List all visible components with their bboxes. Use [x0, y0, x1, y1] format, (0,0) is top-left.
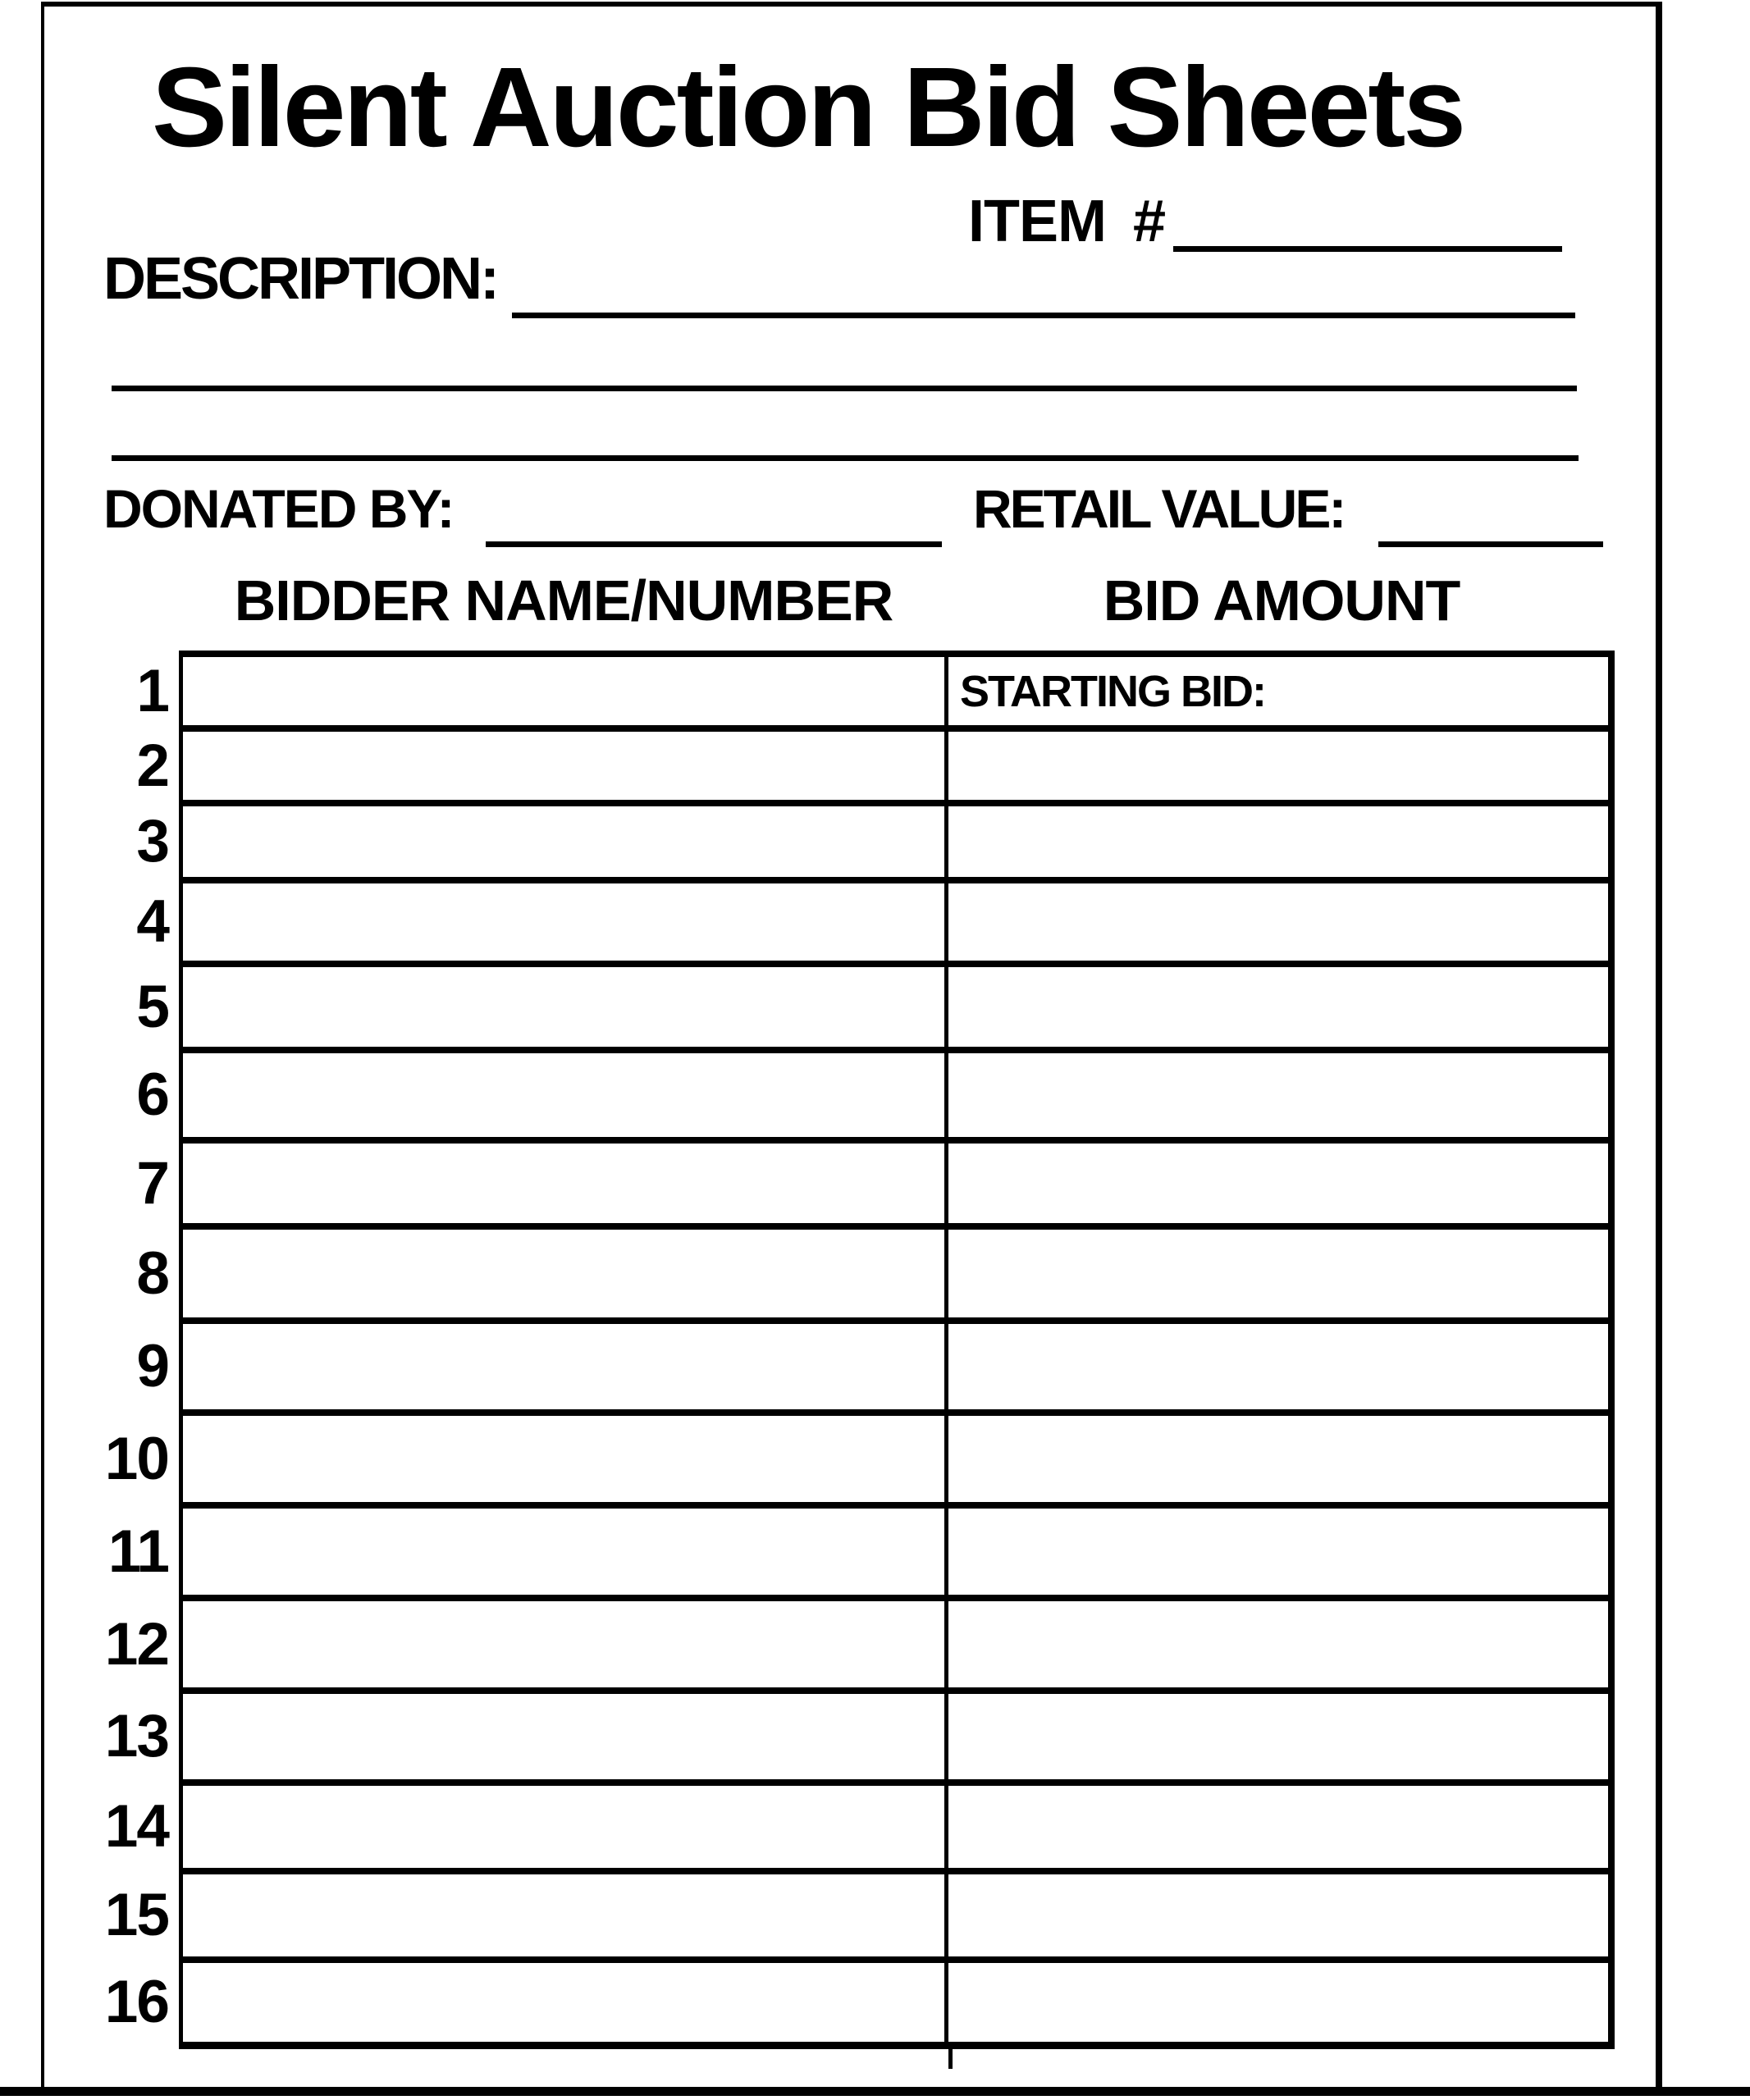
bidder-name-cell [183, 1786, 948, 1868]
bid-amount-cell [948, 657, 1608, 725]
table-row [183, 1053, 1608, 1144]
row-number: 8 [136, 1239, 168, 1307]
table-row [183, 806, 1608, 883]
bidder-name-cell [183, 1230, 948, 1317]
bid-amount-cell [948, 1786, 1608, 1868]
row-number: 3 [136, 808, 168, 874]
table-row [183, 1786, 1608, 1874]
bid-amount-cell [948, 1509, 1608, 1595]
bid-amount-cell [948, 1601, 1608, 1687]
row-number: 1 [136, 657, 168, 724]
table-row [183, 1416, 1608, 1509]
bid-table [179, 651, 1615, 2049]
description-blank-line-3 [112, 455, 1579, 461]
table-row [183, 883, 1608, 967]
table-row [183, 1694, 1608, 1786]
table-row [183, 657, 1608, 732]
row-number: 13 [104, 1703, 168, 1769]
bid-amount-cell [948, 732, 1608, 800]
bidder-name-cell [183, 1963, 948, 2042]
table-row [183, 732, 1608, 806]
bidder-name-cell [183, 1509, 948, 1595]
page-title: Silent Auction Bid Sheets [152, 44, 1464, 171]
table-row [183, 1230, 1608, 1324]
row-number: 10 [104, 1425, 168, 1492]
table-row [183, 1509, 1608, 1601]
bidder-name-cell [183, 1874, 948, 1956]
donated-by-blank-line [486, 541, 942, 547]
item-number-blank-line [1173, 246, 1562, 252]
description-blank-line-1 [512, 313, 1575, 318]
bid-amount-cell [948, 1053, 1608, 1137]
bid-amount-cell [948, 1416, 1608, 1502]
bid-amount-cell [948, 967, 1608, 1047]
page-border-bottom [0, 2087, 1750, 2096]
bid-amount-cell [948, 1694, 1608, 1779]
row-number: 4 [136, 888, 168, 955]
bidder-name-cell [183, 883, 948, 961]
bid-amount-cell [948, 1324, 1608, 1409]
bidder-name-cell [183, 1324, 948, 1409]
table-row [183, 967, 1608, 1053]
bid-amount-cell [948, 806, 1608, 877]
row-number: 6 [136, 1061, 168, 1128]
item-number-label: ITEM # [968, 189, 1166, 254]
retail-value-blank-line [1378, 541, 1603, 547]
row-number: 11 [107, 1518, 168, 1585]
row-number: 12 [104, 1610, 168, 1678]
table-row [183, 1324, 1608, 1416]
table-row [183, 1874, 1608, 1963]
donated-by-label: DONATED BY: [103, 478, 454, 539]
bidder-name-cell [183, 732, 948, 800]
table-row [183, 1601, 1608, 1694]
row-number: 14 [104, 1793, 168, 1860]
row-number: 2 [136, 732, 168, 799]
row-number: 15 [104, 1882, 168, 1948]
description-label: DESCRIPTION: [103, 246, 498, 312]
table-row [183, 1144, 1608, 1230]
bid-amount-cell [948, 1874, 1608, 1956]
bid-amount-cell [948, 883, 1608, 961]
bidder-name-cell [183, 1144, 948, 1223]
bidder-name-cell [183, 967, 948, 1047]
bidder-name-cell [183, 657, 948, 725]
retail-value-label: RETAIL VALUE: [973, 478, 1345, 539]
description-blank-line-2 [112, 386, 1577, 391]
column-header-bidder-name: BIDDER NAME/NUMBER [234, 568, 893, 632]
row-number: 5 [136, 973, 168, 1040]
column-divider-stub [948, 2044, 953, 2069]
bidder-name-cell [183, 1601, 948, 1687]
bid-amount-cell [948, 1144, 1608, 1223]
bidder-name-cell [183, 806, 948, 877]
starting-bid-label: STARTING BID: [960, 666, 1265, 716]
bid-amount-cell [948, 1963, 1608, 2042]
row-number: 7 [136, 1149, 168, 1217]
row-number: 16 [104, 1969, 168, 2035]
bidder-name-cell [183, 1053, 948, 1137]
row-number: 9 [136, 1333, 168, 1399]
table-row [183, 1963, 1608, 2042]
bidder-name-cell [183, 1416, 948, 1502]
bidder-name-cell [183, 1694, 948, 1779]
bid-amount-cell [948, 1230, 1608, 1317]
column-header-bid-amount: BID AMOUNT [1103, 568, 1460, 632]
